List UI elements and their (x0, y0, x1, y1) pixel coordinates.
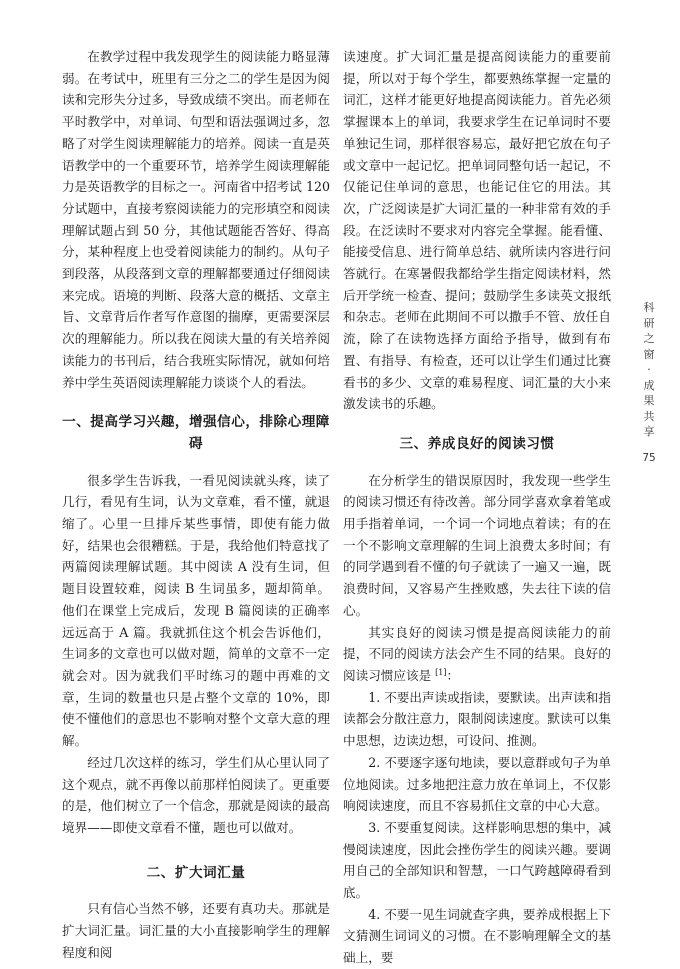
sidebar-char: 共 (643, 409, 655, 423)
section-heading-3: 三、养成良好的阅读习惯 (399, 435, 555, 452)
section3-paragraph-2-text: 其实良好的阅读习惯是提高阅读能力的前提，不同的阅读方法会产生不同的结果。良好的阅读习惯应该是 (343, 624, 611, 683)
section2-paragraph-1: 只有信心当然不够，还要有真功夫。那就是扩大词汇量。词汇量的大小直接影响学生的理解程度和阅 (62, 901, 330, 960)
sidebar-char: 享 (643, 425, 655, 438)
sidebar-char: 之 (643, 332, 655, 345)
page-number: 75 (642, 451, 656, 464)
section3-paragraph-2 (343, 622, 611, 687)
sidebar-char: 成 (643, 378, 655, 392)
right-column (343, 46, 611, 969)
sidebar-char: 窗 (643, 347, 655, 361)
intro-paragraph: 在教学过程中我发现学生的阅读能力略显薄弱。在考试中，班里有三分之二的学生是因为阅读和完形失分过多，导致成绩不突出。而老师在平时教学中，对单词、句型和语法强调过多，忽略了对学生阅读理解能力的培养。阅读一直是英语教学中的一个重要环节，培养学生阅读理解能力是英语教学的目标之一。河南省中招考试 120 分试题中，直接考察阅读能力的完形填空和阅读理解试题占到 50 分，其他试题能否答好、得高分，某种程度上也受着阅读能力的制约。从句子到段落，从段落到文章的理解都要通过仔细阅读来完成。语境的判断、段落大意的概括、文章主旨、文章背后作者写作意图的揣摩，更需要深层次的理解能力。所以我在阅读大量的有关培养阅读能力的书刊后，结合我班实际情况，就如何培养中学生英语阅读理解能力谈谈个人的看法。 (62, 49, 330, 390)
section-heading-1: 一、提高学习兴趣，增强信心，排除心理障碍 (62, 414, 330, 452)
habit-item-4: 4. 不要一见生词就查字典，要养成根据上下文猜测生词词义的习惯。在不影响理解全文的基础上，要 (343, 906, 611, 966)
section3-paragraph-1: 在分析学生的错误原因时，我发现一些学生的阅读习惯还有待改善。部分同学喜欢拿着笔或用手指着单词，一个词一个词地点着读；有的在一个不影响文章理解的生词上浪费太多时间；有的同学遇到看不懂的句子就读了一遍又一遍，既浪费时间，又容易产生挫败感，失去往下读的信心。 (343, 472, 611, 618)
section2-paragraph-continued: 读速度。扩大词汇量是提高阅读能力的重要前提，所以对于每个学生，都要熟练掌握一定量的词汇，这样才能更好地提高阅读能力。首先必须掌握课本上的单词，我要求学生在记单词时不要单独记生词，那样很容易忘，最好把它放在句子或文章中一起记忆。把单词同整句话一起记，不仅能记住单词的意思，也能记住它的用法。其次，广泛阅读是扩大词汇量的一种非常有效的手段。在泛读时不要求对内容完全掌握。能看懂、能接受信息、进行简单总结、就所读内容进行问答就行。在寒暑假我都给学生指定阅读材料，然后开学统一检查、提问；鼓励学生多读英文报纸和杂志。老师在此期间不可以撒手不管、放任自流，除了在读物选择方面给予指导，做到有布置、有指导、有检查，还可以让学生们通过比赛看书的多少、文章的难易程度、词汇量的大小来激发读书的乐趣。 (343, 49, 611, 412)
left-column (62, 46, 330, 963)
habit-item-3: 3. 不要重复阅读。这样影响思想的集中，减慢阅读速度，因此会挫伤学生的阅读兴趣。要调用自己的全部知识和智慧，一口气跨越障碍看到底。 (343, 819, 611, 901)
habit-item-1: 1. 不要出声读或指读，要默读。出声读和指读都会分散注意力，限制阅读速度。默读可以集中思想，边读边想，可设问、推测。 (343, 689, 611, 749)
section1-paragraph-1: 很多学生告诉我，一看见阅读就头疼，读了几行，看见有生词，认为文章难，看不懂，就退缩了。心里一旦排斥某些事情，即使有能力做好，结果也会很糟糕。于是，我给他们特意找了两篇阅读理解试题。其中阅读 A 没有生词，但题目设置较难，阅读 B 生词虽多，题却简单。他们在课堂上完成后，发现 B 篇阅读的正确率远远高于 A 篇。我就抓住这个机会告诉他们，生词多的文章也可以做对题，简单的文章不一定就会对。因为就我们平时练习的题中再难的文章，生词的数量也只是占整个文章的 10%，即使不懂他们的意思也不影响对整个文章大意的理解。 (62, 472, 330, 749)
section-heading-2: 二、扩大词汇量 (146, 864, 246, 881)
sidebar-char: 研 (643, 316, 655, 330)
sidebar-char: · (647, 363, 651, 376)
sidebar-char: 科 (643, 301, 655, 314)
section3-paragraph-2-tail: ： (446, 667, 460, 683)
section1-paragraph-2: 经过几次这样的练习，学生们从心里认同了这个观点，就不再像以前那样怕阅读了。更重要的是，他们树立了一个信念，那就是阅读的最高境界——即使文章看不懂，题也可以做对。 (62, 754, 330, 835)
sidebar-char: 果 (643, 394, 655, 407)
citation-marker: [1] (435, 667, 447, 677)
habit-item-2: 2. 不要逐字逐句地读，要以意群或句子为单位地阅读。过多地把注意力放在单词上，不仅影响阅读速度，而且不容易抓住文章的中心大意。 (343, 754, 611, 814)
column-sidebar (641, 300, 657, 464)
